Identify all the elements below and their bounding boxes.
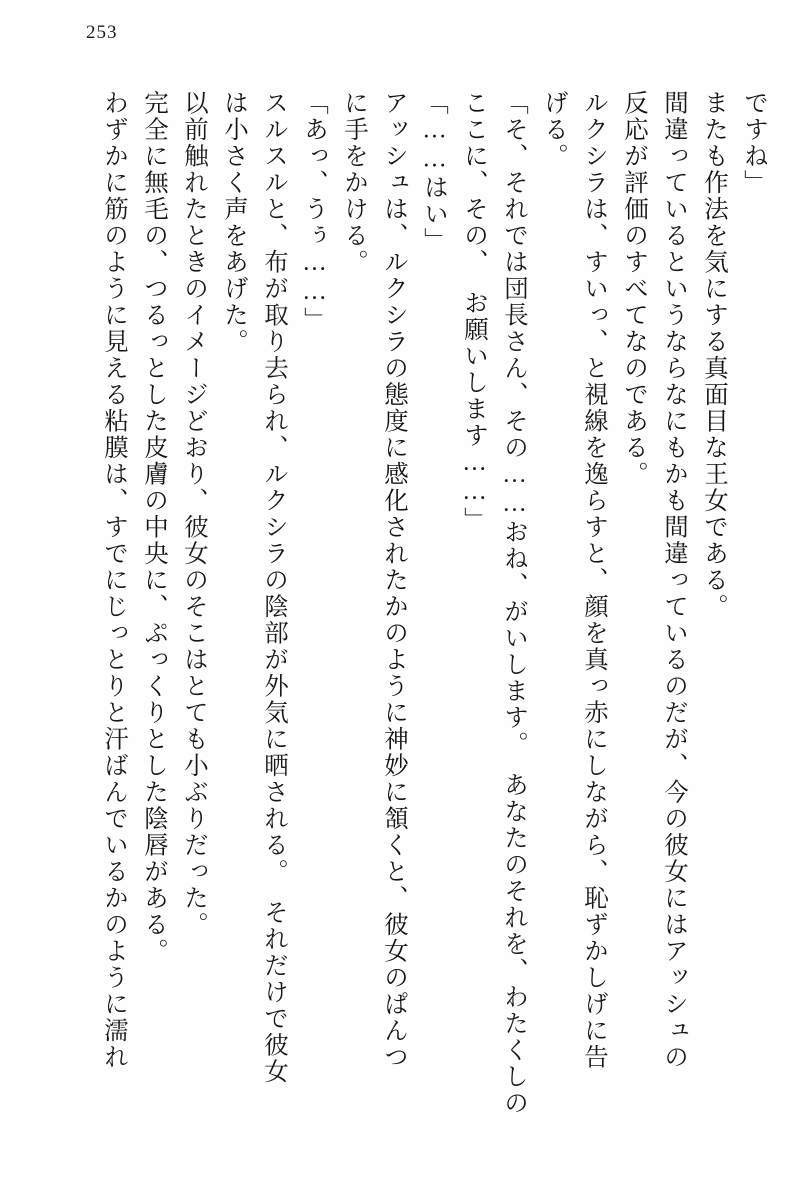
text-column: 「……はい」 [421, 90, 448, 254]
text-column: 「そ、それでは団長さん、その……おね、がいします。 あなたのそれを、わたくしの [501, 90, 528, 1117]
text-column: 反応が評価のすべてなのである。 [621, 90, 648, 488]
text-column: ルクシラは、すいっ、と視線を逸らすと、顔を真っ赤にしながら、恥ずかしげに告 [581, 90, 608, 1071]
text-column: ですね」 [741, 90, 768, 196]
text-column: 「あっ、うぅ……」 [301, 90, 328, 334]
text-column: 完全に無毛の、つるっとした皮膚の中央に、ぷっくりとした陰唇がある。 [141, 90, 168, 965]
text-column: わずかに筋のように見える粘膜は、すでにじっとりと汗ばんでいるかのように濡れ [101, 90, 128, 1071]
text-column: 以前触れたときのイメージどおり、彼女のそこはとても小ぶりだった。 [181, 90, 208, 938]
text-column: アッシュは、ルクシラの態度に感化されたかのように神妙に頷くと、彼女のぱんつ [381, 90, 408, 1071]
text-column: またも作法を気にする真面目な王女である。 [701, 90, 728, 620]
page-number: 253 [86, 22, 118, 43]
text-column: は小さく声をあげた。 [221, 90, 248, 355]
text-column: ここに、その、 お願いします……」 [461, 90, 488, 534]
text-column: スルスルと、布が取り去られ、ルクシラの陰部が外気に晒される。 それだけで彼女 [261, 90, 288, 1085]
vertical-text-body [40, 90, 766, 1160]
text-column: 間違っているというならなにもかも間違っているのだが、今の彼女にはアッシュの [661, 90, 688, 1071]
text-column: に手をかける。 [341, 90, 368, 276]
text-column: げる。 [541, 90, 568, 170]
